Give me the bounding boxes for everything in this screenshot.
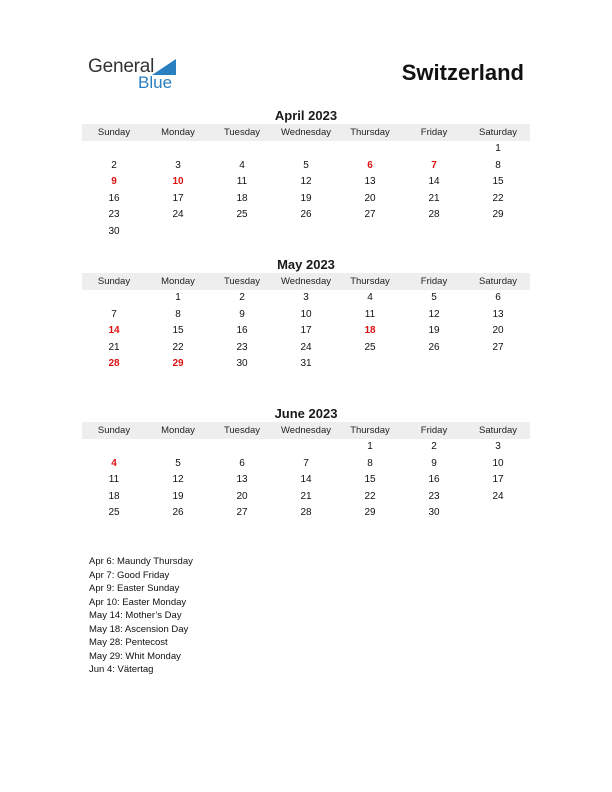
day-cell: 24 <box>492 490 504 502</box>
day-cell: 5 <box>175 457 181 469</box>
weekday-label: Wednesday <box>281 276 331 287</box>
empty-day-cell <box>274 141 338 158</box>
day-cell: 23 <box>108 209 120 221</box>
empty-day-cell <box>402 141 466 158</box>
weekday-header-row <box>82 422 530 439</box>
day-cell: 23 <box>236 341 248 353</box>
week-row <box>82 224 530 241</box>
weekday-label: Sunday <box>97 425 131 436</box>
empty-day-cell <box>274 224 338 241</box>
day-cell: 8 <box>367 457 373 469</box>
week-row <box>82 472 530 489</box>
empty-day-cell <box>466 356 530 373</box>
day-cell: 9 <box>111 176 117 188</box>
month-calendar <box>82 256 530 373</box>
week-row <box>82 456 530 473</box>
day-cell: 10 <box>492 457 504 469</box>
week-row <box>82 323 530 340</box>
day-cell: 28 <box>428 209 440 221</box>
day-cell: 31 <box>300 358 312 370</box>
empty-day-cell <box>210 224 274 241</box>
week-row <box>82 505 530 522</box>
month-calendar <box>82 405 530 522</box>
day-cell: 6 <box>239 457 245 469</box>
day-cell: 8 <box>175 308 181 320</box>
weekday-label: Tuesday <box>223 127 261 138</box>
empty-day-cell <box>402 224 466 241</box>
empty-day-cell <box>146 224 210 241</box>
day-cell: 29 <box>172 358 184 370</box>
week-row <box>82 141 530 158</box>
day-cell: 2 <box>431 441 437 452</box>
holiday-list-item: May 14: Mother’s Day <box>89 610 182 621</box>
day-cell: 16 <box>236 325 248 337</box>
day-cell: 26 <box>300 209 312 221</box>
day-cell: 5 <box>431 292 437 303</box>
day-cell: 30 <box>108 225 120 237</box>
day-cell: 27 <box>236 507 248 519</box>
empty-day-cell <box>146 141 210 158</box>
weekday-label: Saturday <box>478 425 518 436</box>
weekday-label: Saturday <box>478 127 518 138</box>
logo-general-text: General <box>88 56 155 77</box>
day-cell: 30 <box>428 507 440 519</box>
week-row <box>82 489 530 506</box>
day-cell: 22 <box>172 341 184 353</box>
month-title: May 2023 <box>277 257 335 272</box>
week-row <box>82 174 530 191</box>
day-cell: 14 <box>428 176 440 188</box>
day-cell: 20 <box>492 325 504 337</box>
holiday-list-item: May 29: Whit Monday <box>89 650 181 662</box>
day-cell: 10 <box>300 308 312 320</box>
day-cell: 4 <box>367 292 373 303</box>
week-row <box>82 439 530 456</box>
day-cell: 12 <box>172 474 184 486</box>
day-cell: 17 <box>300 325 312 337</box>
day-cell: 26 <box>172 507 184 519</box>
day-cell: 25 <box>108 507 120 519</box>
day-cell: 11 <box>236 176 248 188</box>
day-cell: 15 <box>172 325 184 337</box>
weekday-label: Wednesday <box>281 127 331 138</box>
day-cell: 28 <box>108 358 120 370</box>
day-cell: 25 <box>364 341 376 353</box>
country-title: Switzerland <box>401 60 524 85</box>
holiday-list <box>89 555 193 677</box>
week-row <box>82 158 530 175</box>
empty-day-cell <box>402 356 466 373</box>
day-cell: 2 <box>239 292 245 303</box>
day-cell: 11 <box>364 308 376 320</box>
holiday-list-item: Jun 4: Vätertag <box>89 664 154 675</box>
holiday-list-item: Apr 7: Good Friday <box>89 569 170 581</box>
holiday-list-item: Apr 10: Easter Monday <box>89 596 187 608</box>
empty-day-cell <box>82 439 146 456</box>
day-cell: 15 <box>364 474 376 486</box>
day-cell: 6 <box>367 159 373 171</box>
weekday-label: Friday <box>420 276 448 287</box>
empty-day-cell <box>82 290 146 307</box>
weekday-header-row <box>82 273 530 290</box>
day-cell: 18 <box>108 490 120 502</box>
weekday-label: Monday <box>161 276 195 287</box>
day-cell: 3 <box>495 441 501 452</box>
weekday-label: Friday <box>420 127 448 138</box>
day-cell: 12 <box>300 176 312 188</box>
month-title: April 2023 <box>274 108 338 123</box>
day-cell: 27 <box>492 341 504 353</box>
month-title: June 2023 <box>274 406 338 421</box>
day-cell: 4 <box>111 457 117 469</box>
week-row <box>82 307 530 324</box>
weekday-label: Sunday <box>97 276 131 287</box>
weekday-label: Wednesday <box>281 425 331 436</box>
day-cell: 29 <box>364 507 376 519</box>
day-cell: 6 <box>495 292 501 303</box>
weekday-label: Thursday <box>350 127 390 138</box>
day-cell: 20 <box>236 490 248 502</box>
logo <box>88 56 188 92</box>
week-row <box>82 191 530 208</box>
day-cell: 18 <box>236 192 248 204</box>
day-cell: 23 <box>428 490 440 502</box>
day-cell: 29 <box>492 209 504 221</box>
day-cell: 13 <box>236 474 248 486</box>
empty-day-cell <box>210 141 274 158</box>
day-cell: 22 <box>364 490 376 502</box>
day-cell: 20 <box>364 192 376 204</box>
week-row <box>82 356 530 373</box>
day-cell: 7 <box>303 457 309 469</box>
week-row <box>82 207 530 224</box>
weekday-label: Thursday <box>350 425 390 436</box>
holiday-list-item: Apr 9: Easter Sunday <box>89 583 180 594</box>
day-cell: 4 <box>239 159 245 171</box>
day-cell: 26 <box>428 341 440 353</box>
day-cell: 3 <box>175 159 181 171</box>
week-row <box>82 290 530 307</box>
day-cell: 9 <box>239 308 245 320</box>
day-cell: 3 <box>303 292 309 303</box>
weekday-header-row <box>82 124 530 141</box>
holiday-list-item: May 28: Pentecost <box>89 637 168 648</box>
day-cell: 8 <box>495 159 501 171</box>
day-cell: 24 <box>300 341 312 353</box>
weekday-label: Monday <box>161 127 195 138</box>
empty-day-cell <box>274 439 338 456</box>
empty-day-cell <box>210 439 274 456</box>
day-cell: 16 <box>108 192 120 204</box>
day-cell: 21 <box>300 490 312 502</box>
day-cell: 30 <box>236 358 248 370</box>
day-cell: 13 <box>492 308 504 320</box>
empty-day-cell <box>338 224 402 241</box>
day-cell: 1 <box>495 143 501 154</box>
day-cell: 1 <box>175 292 181 303</box>
holiday-list-item: May 18: Ascension Day <box>89 623 189 635</box>
day-cell: 7 <box>431 159 437 171</box>
day-cell: 13 <box>364 176 376 188</box>
day-cell: 25 <box>236 209 248 221</box>
empty-day-cell <box>146 439 210 456</box>
weekday-label: Tuesday <box>223 276 261 287</box>
day-cell: 19 <box>300 192 312 204</box>
day-cell: 21 <box>428 192 440 204</box>
day-cell: 14 <box>300 474 312 486</box>
day-cell: 22 <box>492 192 504 204</box>
day-cell: 5 <box>303 159 309 171</box>
month-calendar <box>82 107 530 241</box>
day-cell: 17 <box>492 474 504 486</box>
day-cell: 1 <box>367 441 373 452</box>
weekday-label: Monday <box>161 425 195 436</box>
weekday-label: Saturday <box>478 276 518 287</box>
day-cell: 15 <box>492 176 504 188</box>
empty-day-cell <box>466 224 530 241</box>
day-cell: 19 <box>172 490 184 502</box>
day-cell: 10 <box>172 176 184 188</box>
day-cell: 14 <box>108 325 120 337</box>
empty-day-cell <box>82 141 146 158</box>
day-cell: 9 <box>431 457 437 469</box>
day-cell: 18 <box>364 325 376 337</box>
day-cell: 11 <box>108 474 120 486</box>
day-cell: 28 <box>300 507 312 519</box>
day-cell: 17 <box>172 192 184 204</box>
day-cell: 19 <box>428 325 440 337</box>
empty-day-cell <box>338 141 402 158</box>
weekday-label: Sunday <box>97 127 131 138</box>
empty-day-cell <box>338 356 402 373</box>
day-cell: 2 <box>111 159 117 171</box>
holiday-list-item: Apr 6: Maundy Thursday <box>89 556 193 567</box>
week-row <box>82 340 530 357</box>
day-cell: 24 <box>172 209 184 221</box>
weekday-label: Tuesday <box>223 425 261 436</box>
weekday-label: Friday <box>420 425 448 436</box>
day-cell: 7 <box>111 308 117 320</box>
weekday-label: Thursday <box>350 276 390 287</box>
empty-day-cell <box>466 505 530 522</box>
day-cell: 12 <box>428 308 440 320</box>
logo-blue-text: Blue <box>138 73 173 92</box>
day-cell: 16 <box>428 474 440 486</box>
day-cell: 27 <box>364 209 376 221</box>
day-cell: 21 <box>108 341 120 353</box>
